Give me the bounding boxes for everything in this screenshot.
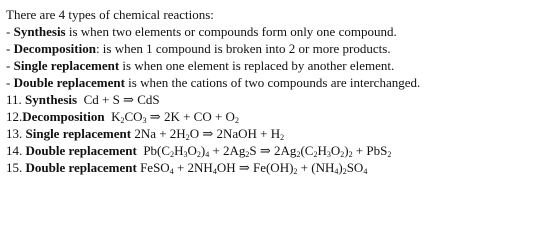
definition-text: is when two elements or compounds form only one compound. xyxy=(65,24,397,39)
equation-text: OH ⇒ Fe(OH) xyxy=(216,160,294,175)
equation-text: Pb(C xyxy=(136,143,171,158)
chemical-equation xyxy=(137,143,392,158)
chemical-equation xyxy=(77,92,160,107)
definition-text: is when one element is replaced by another element. xyxy=(119,58,395,73)
question-line xyxy=(6,159,555,176)
questions-list xyxy=(6,91,555,176)
subscript: 2 xyxy=(348,150,353,159)
equation-text: ) xyxy=(344,143,349,158)
subscript: 2 xyxy=(293,167,298,176)
question-number: 14. xyxy=(6,143,26,158)
reaction-type: Decomposition xyxy=(22,109,105,124)
equation-text: CO xyxy=(124,109,143,124)
equation-text: K xyxy=(104,109,121,124)
definition-term: Single replacement xyxy=(13,58,120,73)
reaction-type: Synthesis xyxy=(25,92,78,107)
equation-text: FeSO xyxy=(136,160,170,175)
subscript: 2 xyxy=(185,133,190,142)
subscript: 2 xyxy=(313,150,318,159)
definition-term: Double replacement xyxy=(13,75,125,90)
subscript: 2 xyxy=(296,150,301,159)
question-number: 13. xyxy=(6,126,26,141)
reaction-type: Double replacement xyxy=(25,143,137,158)
subscript: 3 xyxy=(142,116,147,125)
equation-text: 2Na + 2H xyxy=(131,126,186,141)
intro-line: There are 4 types of chemical reactions: xyxy=(6,7,214,22)
equation-text: H xyxy=(317,143,327,158)
equation-text: + 2NH xyxy=(173,160,213,175)
equation-text: + (NH xyxy=(297,160,335,175)
subscript: 4 xyxy=(212,167,217,176)
subscript: 2 xyxy=(170,150,175,159)
definition-line: - Synthesis is when two elements or compounds form only one compound. xyxy=(6,24,397,39)
equation-text: O xyxy=(330,143,341,158)
definition-term: Synthesis xyxy=(13,24,66,39)
question-line xyxy=(6,142,555,159)
subscript: 4 xyxy=(363,167,368,176)
equation-text: ⇒ 2K + CO + O xyxy=(146,109,235,124)
subscript: 2 xyxy=(387,150,392,159)
equation-text: SO xyxy=(346,160,364,175)
reaction-type: Double replacement xyxy=(25,160,137,175)
subscript: 4 xyxy=(205,150,210,159)
definition-line: - Decomposition: is when 1 compound is broken into 2 or more products. xyxy=(6,41,391,56)
subscript: 3 xyxy=(183,150,188,159)
question-number: 12. xyxy=(6,109,23,124)
equation-text: ) xyxy=(338,160,343,175)
definition-term: Decomposition xyxy=(13,41,96,56)
equation-text: O xyxy=(187,143,197,158)
question-line xyxy=(6,125,555,142)
equation-text: Cd + S ⇒ CdS xyxy=(77,92,160,107)
chemical-equation xyxy=(137,160,368,175)
subscript: 2 xyxy=(245,150,250,159)
subscript: 3 xyxy=(326,150,331,159)
subscript: 2 xyxy=(196,150,201,159)
equation-text: ) xyxy=(200,143,206,158)
reaction-type: Single replacement xyxy=(25,126,132,141)
question-line xyxy=(6,108,555,125)
equation-text: S ⇒ 2Ag xyxy=(249,143,297,158)
chemical-equation xyxy=(131,126,284,141)
subscript: 2 xyxy=(342,167,347,176)
definition-text: : is when 1 compound is broken into 2 or more products. xyxy=(95,41,391,56)
subscript: 4 xyxy=(334,167,339,176)
question-number: 11. xyxy=(6,92,26,107)
equation-text: (C xyxy=(300,143,314,158)
subscript: 2 xyxy=(234,116,239,125)
definitions-list xyxy=(6,23,555,91)
chemical-equation xyxy=(105,109,239,124)
subscript: 2 xyxy=(280,133,285,142)
document-body xyxy=(6,6,555,176)
question-number: 15. xyxy=(6,160,26,175)
subscript: 2 xyxy=(340,150,345,159)
subscript: 4 xyxy=(169,167,174,176)
definition-text: is when the cations of two compounds are interchanged. xyxy=(124,75,421,90)
equation-text: + 2Ag xyxy=(209,143,246,158)
equation-text: + PbS xyxy=(352,143,388,158)
subscript: 2 xyxy=(120,116,125,125)
equation-text: H xyxy=(174,143,184,158)
definition-line: - Single replacement is when one element is replaced by another element. xyxy=(6,58,395,73)
definition-line: - Double replacement is when the cations of two compounds are interchanged. xyxy=(6,75,421,90)
question-line xyxy=(6,91,555,108)
equation-text: O ⇒ 2NaOH + H xyxy=(189,126,281,141)
